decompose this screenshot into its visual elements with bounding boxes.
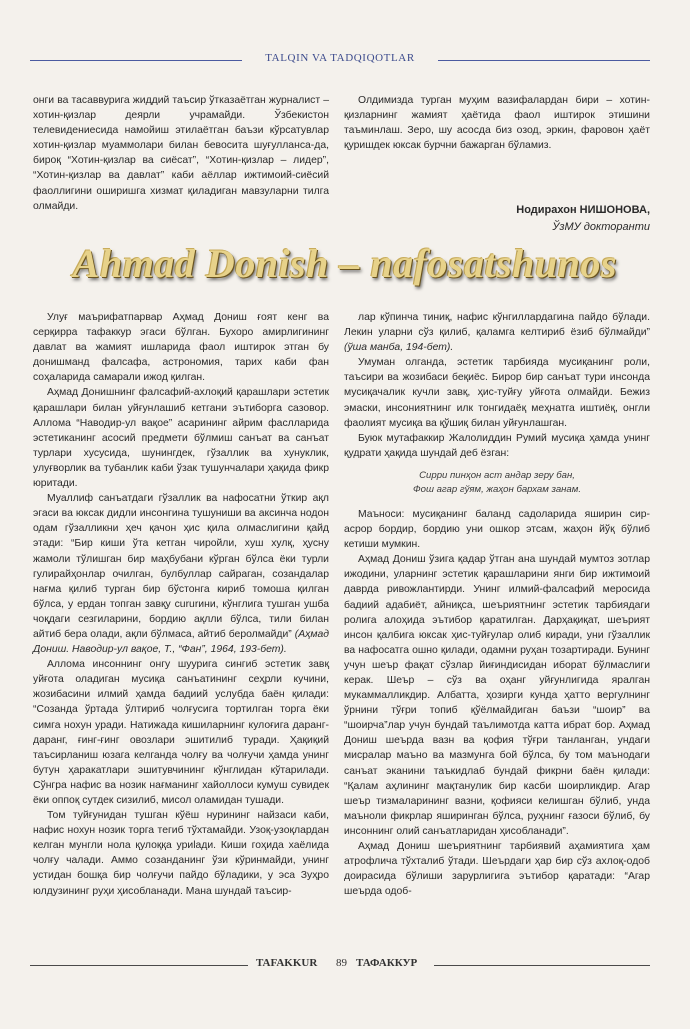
paragraph-text: Улуғ маърифатпарвар Аҳмад Дониш ғоят кенг ва серқирра тафаккур эгаси бўлган. Бухоро амирлигининг давлат ва жамият ишларида фаол иштирок этган бу донишманд фалсафа, астрономия, тарих каби фан соҳаларида самарали ижод қилган. [33,312,329,384]
body-paragraph [344,355,650,430]
intro-right-paragraph: Олдимизда турган муҳим вазифалардан бири – хотин-қизларнинг жамият ҳаётида фаол иштирок этишини таъминлаш. Зеро, шу асосда биз озод, эркин, фаровон ҳаёт қуришдек юксак бурчни бажарган бўламиз. [344,95,650,152]
body-paragraph [344,507,650,552]
body-paragraph [33,385,329,491]
paragraph-text: Аҳмад Дониш шеъриятнинг тарбиявий аҳамиятига ҳам атрофлича тўхталиб ўтади. Шеърдаги ҳар бир сўз ахлоқ-одоб доирасида бўлиши зарурлигига эътибор қаратади: “Агар шеърда одоб- [344,841,650,898]
body-paragraph [344,839,650,899]
body-paragraph [344,310,650,355]
section-title: TALQIN VA TADQIQOTLAR [265,52,415,64]
paragraph-text: Буюк мутафаккир Жалолиддин Румий мусиқа ҳамда унинг қудрати ҳақида шундай деб ёзган: [344,432,650,459]
right-column-top [344,310,650,461]
article-left-column [33,310,329,899]
footer-magazine-name: TAFAKKUR [256,957,318,969]
paragraph-text: Аҳмад Дониш ўзига қадар ўтган ана шундай мумтоз зотлар ижодини, уларнинг эстетик қарашларини янги бир ижтимоий даврда ривожлантирди. Унинг илмий-фалсафий меросида бадиий адабиёт, айниқса, шеъриятнинг эстетик тарбиядаги ролига алоҳида эътибор қаратилган. Дарҳақиқат, шеърият инсон қалбига юксак ҳис-туйғулар олиб киради, уни гўзаллик ва нафосатга ошно қилади, одамни руҳан тозартиради. Бунинг учун шеър фақат сўзлар йиғиндисидан иборат бўлмаслиги керак. Шеър – сўз ва оҳанг уйғунлигида яралган мукаммалликдир. Албатта, ҳозирги кунда ҳатто вергулнинг ўрнини тўғри топиб қўёлмайдиган баъзи “шоир” ва “шоирча”лар учун бундай таълимотда катта ибрат бор. Аҳмад Дониш шеърда вазн ва қофия тўғри танланган, ундаги мисралар маъно ва мазмунга бой бўлса, бу том маънодаги санъат эканини таъкидлаб бундай фикрни баён қилади: “Қалам аҳлининг мақтанулик бир касби шоирликдир. Агар шеър тизмаларининг вазни, қофияси келишган бўлиб, унда маъноли фикрлар яширинган бўлса, руҳнинг ғазоси бўлиб, бу инсоннинг олий санъатларидан ҳисобланади”. [344,554,650,837]
page-number: 89 [336,957,347,969]
footer-magazine-name-cyrillic: ТАФАККУР [356,957,418,969]
poem-line: Фош агар гўям, жаҳон бархам занам. [412,483,582,495]
author-role: ЎзМУ докторанти [552,221,650,233]
body-paragraph [33,310,329,385]
intro-left-paragraph: онги ва тасаввурига жиддий таъсир ўтказаётган журналист – хотин-қизлар деярли учрамайди. Ўзбекистон телевидениесида намойиш этилаётган баъзи кўрсатувлар хотин-қизлар муаммолари билан бевосита шуғулланса-да, бироқ “Хотин-қизлар ва сиёсат”, “Хотин-қизлар – лидер”, “Хотин-қизлар ва давлат” каби аёллар ижтимоий-сиёсий фаоллигини оширишга хизмат қиладиган мавзуларни тилга олмайди. [33,95,329,212]
footer-rule-left [30,965,248,966]
header-rule-right [438,60,650,61]
poem-line: Сирри пинҳон аст андар зеру бан, [419,469,575,481]
intro-left-column [33,93,329,214]
author-name: Нодирахон НИШОНОВА, [516,204,650,216]
article-title: Ahmad Donish – nafosatshunos [72,241,618,286]
citation: (Аҳмад Дониш. Наводир-ул вақое, Т., “Фан”, 1964, 193-бет). [33,628,329,656]
paragraph-text: Умуман олганда, эстетик тарбияда мусиқанинг роли, таъсири ва жозибаси беқиёс. Бирор бир санъат тури инсонда мусиқачалик кучли завқ, ҳис-туйғу уйғота олмайди. Бежиз эмаски, инсониятнинг илк тонгидаёқ меҳнатга иштиёқ, онгли фаолият мусиқа ва қўшиқ билан уйғунлашган. [344,357,650,429]
body-paragraph [344,552,650,839]
article-right-column [344,310,650,899]
page-footer [30,957,650,973]
footer-rule-right [434,965,650,966]
paragraph-text: Муаллиф санъатдаги гўзаллик ва нафосатни ўткир ақл эгаси ва юксак дидли инсонгина тушуниши ва аксинча нодон одам гўзалликни ҳеч қачон ҳис қила олмаслигини қайд этади: “Бир киши ўта кетган чиройли, хуш хулқ, ҳусну жамоли тўлишган бир маҳбубани кўрган бўлса ёки турли гулирайҳонлар очилган, булбуллар сайраган, созандалар нағма қилиб турган бир бўстонга кириб томоша қилган бўлса, у ердан топган завқу сururини, кўнглига тушган ушба чоқдаги сезгиларини, бордию ақлли бўлса, тили билан айтиб бера олади, ақли бўлмаса, айтиб беролмайди” [33,493,329,640]
poem-quote [344,469,650,497]
paragraph-text: лар кўпинча тиниқ, нафис кўнгиллардагина пайдо бўлади. Лекин уларни сўз қилиб, қаламга келтириб ёзиб бўлмайди” [344,312,650,339]
right-column-bottom [344,507,650,899]
paragraph-text: Аҳмад Донишнинг фалсафий-ахлоқий қарашлари эстетик қарашлари билан уйғунлашиб кетгани эътиборга сазовор. Аллома “Наводир-ул вақое” асарининг айрим фаслларида эстетиканинг асосий предмети бўлмиш санъат ва санъат турлари хусусида, шунингдек, гўзаллик ва хунуклик, улуғворлик ва тубанлик каби ўзак тушунчалари ҳақида фикр юритади. [33,387,329,490]
body-paragraph [33,808,329,899]
citation: (ўша манба, 194-бет). [344,342,454,354]
section-header [30,52,650,68]
body-paragraph [344,431,650,461]
body-paragraph [33,657,329,808]
paragraph-text: Маъноси: мусиқанинг баланд садоларида яширин сир-асрор бордир, бордию уни ошкор этсам, жаҳон йўқ бўлиб кетиши мумкин. [344,508,650,551]
intro-right-column [344,93,650,153]
paragraph-text: Аллома инсоннинг онгу шуурига сингиб эстетик завқ уйғота оладиган мусиқа санъатининг сеҳрли кучини, жозибасини илмий ҳамда бадиий услубда баён қилади: “Созанда ўртада ўлтириб чолғусига тортилган торга ёки симга нохун уради. Натижада кишиларнинг кулоғига даранг-даранг, ғинг-ғинг овозлари эшитилиб туради. Ҳақиқий таъсирланиш юзага келганда чолғу ва чолғучи ҳамда унинг бутун ҳаракатлари эшитувчининг кўнглидан кўтарилади. Сўнгра нафис ва нозик нағманинг хайоллоси кумуш сувидек ёки оппоқ сутдек сизилиб, мисол оламидан тушади. [33,659,329,806]
body-paragraph [33,491,329,657]
paragraph-text: Том туйғунидан тушган кўёш нурининг найзаси каби, нафис нохун нозик торга тегиб тўхтамайди. Узоқ-узоқлардан келган мунгли нола қулоққа уриlади. Киши гоҳида хаёлида чолғу чалади. Аммо созанданинг ўзи кўринмайди, унинг устидан бошқа бир чолғучи пайдо бўладики, у эса Зуҳро юлдузининг руҳи ҳисобланади. Мана шундай таъсир- [33,810,329,897]
